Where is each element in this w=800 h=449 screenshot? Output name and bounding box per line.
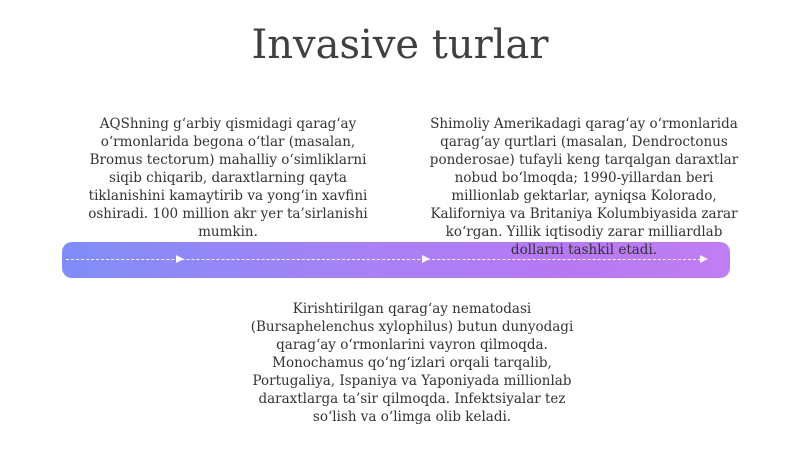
timeline-event-nematode: Kirishtirilgan qarag‘ay nematodasi (Bursaphelenchus xylophilus) butun dunyodagi qarag‘ay o‘rmonlarini vayron qilmoqda. Monochamus qo‘ng‘izlari orqali tarqalib, Portugaliya, Ispaniya va Yaponiyada millionlab daraxtlarga ta’sir qilmoqda. Infektsiyalar tez so‘lish va o‘limga olib keladi.	[250, 301, 574, 425]
timeline-event-bark-beetle: Shimoliy Amerikadagi qarag‘ay o‘rmonlarida qarag‘ay qurtlari (masalan, Dendroctonus ponderosae) tufayli keng tarqalgan daraxtlar nobud bo‘lmoqda; 1990-yillardan beri millionlab gektarlar, ayniqsa Kolorado, Kaliforniya va Britaniya Kolumbiyasida zarar ko‘rgan. Yillik iqtisodiy zarar milliardlab dollarni tashkil etadi.	[429, 116, 739, 258]
slide-title: Invasive turlar	[251, 22, 549, 68]
timeline-dashed-line	[66, 259, 706, 260]
timeline-arrow-icon	[176, 255, 184, 263]
timeline-event-cheatgrass: AQShning g‘arbiy qismidagi qarag‘ay o‘rmonlarida begona o‘tlar (masalan, Bromus tectorum) mahalliy o‘simliklarni siqib chiqarib, daraxtlarning qayta tiklanishini kamaytirib va yong‘in xavfini oshiradi. 100 million akr yer ta’sirlanishi mumkin.	[88, 116, 368, 240]
